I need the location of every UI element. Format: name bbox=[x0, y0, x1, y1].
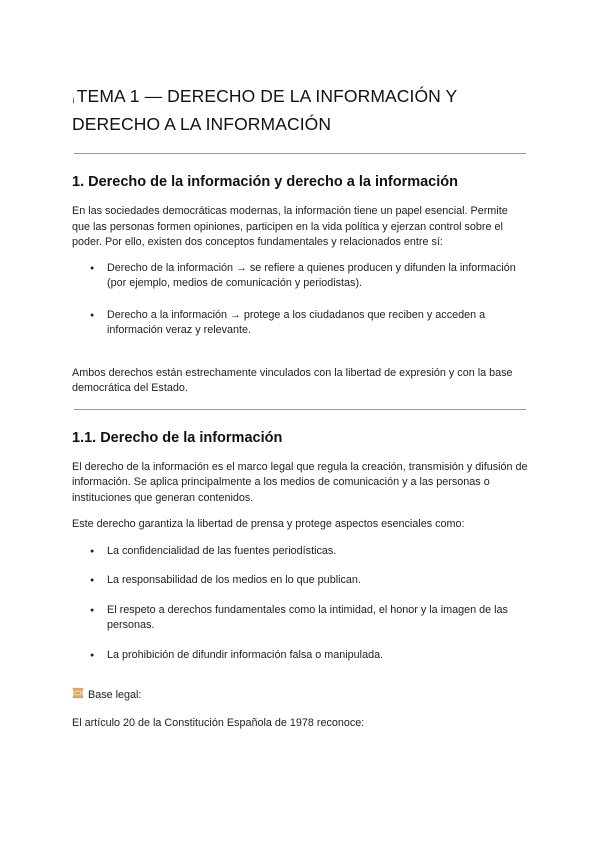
list-item: ● El respeto a derechos fundamentales como la intimidad, el honor y la imagen de las personas. bbox=[90, 603, 528, 634]
list-item: ● Derecho a la información → protege a los ciudadanos que reciben y acceden a información veraz y relevante. bbox=[90, 308, 528, 339]
divider bbox=[74, 153, 526, 154]
section1-closing: Ambos derechos están estrechamente vinculados con la libertad de expresión y con la base democrática del Estado. bbox=[72, 366, 513, 394]
section1-intro: En las sociedades democráticas modernas, la información tiene un papel esencial. Permite que las personas formen opiniones, participen en la vida política y ejerzan control sobre el poder. Por ello, existen dos conceptos fundamentales y relacionados entre sí: bbox=[72, 205, 508, 248]
section-heading-1-1: 1.1. Derecho de la información bbox=[72, 429, 283, 446]
list-item: ● Derecho de la información → se refiere a quienes producen y difunden la información (por ejemplo, medios de comunicación y periodistas). bbox=[90, 261, 528, 292]
section1-bullet-list bbox=[90, 261, 528, 339]
section2-bullet-list bbox=[90, 544, 528, 664]
section-heading-1: 1. Derecho de la información y derecho a la información bbox=[72, 174, 458, 190]
base-legal-line bbox=[72, 687, 528, 704]
section2-lead: Este derecho garantiza la libertad de prensa y protege aspectos esenciales como: bbox=[72, 518, 465, 530]
title-mark: ¡ bbox=[72, 95, 75, 104]
list-item: ● La prohibición de difundir información falsa o manipulada. bbox=[90, 648, 528, 664]
scroll-icon bbox=[72, 687, 84, 699]
document-page bbox=[72, 84, 528, 731]
divider bbox=[74, 409, 526, 410]
base-legal-label: Base legal: bbox=[88, 689, 142, 701]
title-text: TEMA 1 — DERECHO DE LA INFORMACIÓN Y DERECHO A LA INFORMACIÓN bbox=[72, 86, 458, 134]
section2-intro: El derecho de la información es el marco legal que regula la creación, transmisión y difusión de información. Se aplica principalmente a los medios de comunicación y a las personas o instituciones que generan contenidos. bbox=[72, 460, 528, 504]
list-item: ● La confidencialidad de las fuentes periodísticas. bbox=[90, 544, 528, 560]
list-item: ● La responsabilidad de los medios en lo que publican. bbox=[90, 573, 528, 589]
document-title bbox=[72, 84, 528, 136]
article-reference: El artículo 20 de la Constitución Española de 1978 reconoce: bbox=[72, 716, 365, 729]
